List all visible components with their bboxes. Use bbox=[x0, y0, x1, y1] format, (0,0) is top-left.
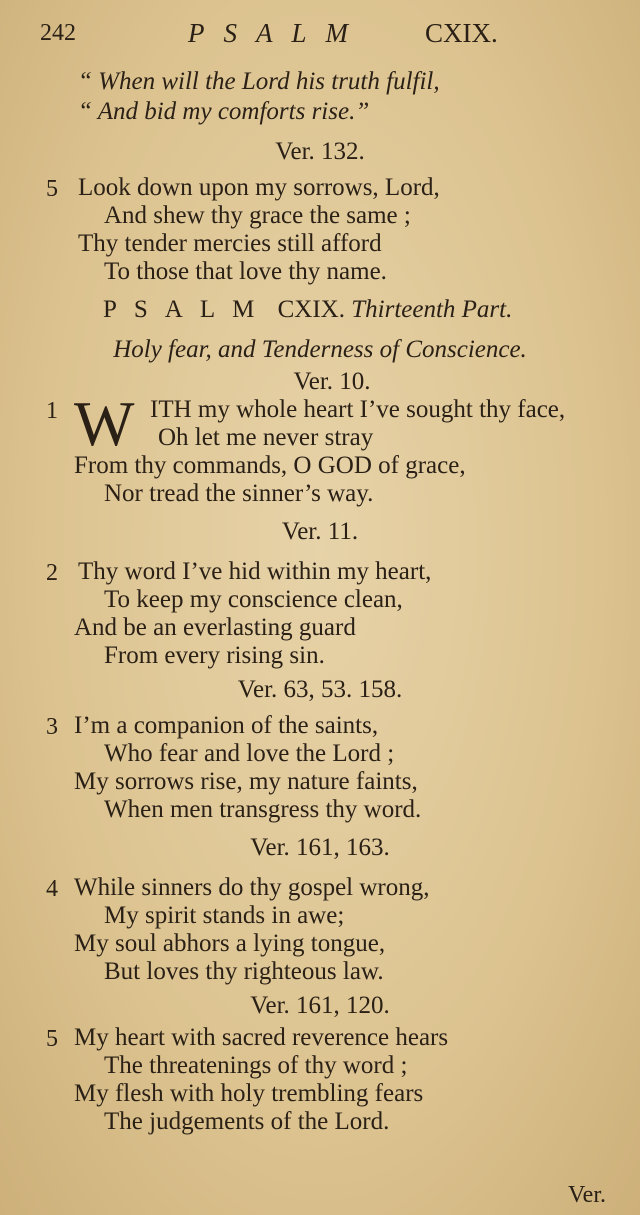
part-title: Thirteenth Part. bbox=[351, 296, 513, 323]
stanza-line: The judgements of the Lord. bbox=[104, 1108, 390, 1135]
stanza-line: When men transgress thy word. bbox=[104, 796, 422, 823]
stanza-line: My soul abhors a lying tongue, bbox=[74, 930, 386, 957]
stanza-line: And be an everlasting guard bbox=[74, 614, 356, 641]
verse-ref: Ver. 63, 53. 158. bbox=[237, 676, 403, 703]
part-heading bbox=[103, 296, 512, 324]
stanza-line: My sorrows rise, my nature faints, bbox=[74, 768, 418, 795]
stanza-number: 1 bbox=[46, 398, 58, 424]
stanza-line: From every rising sin. bbox=[104, 642, 325, 669]
part-psalm: PSALM bbox=[103, 296, 272, 323]
stanza-line: While sinners do thy gospel wrong, bbox=[74, 874, 430, 901]
verse-ref-132: Ver. 132. bbox=[275, 138, 365, 165]
verse-ref: Ver. 11. bbox=[281, 518, 359, 545]
stanza-line: Oh let me never stray bbox=[158, 424, 374, 451]
stanza-line: But loves thy righteous law. bbox=[104, 958, 384, 985]
stanza-number: 4 bbox=[46, 876, 58, 902]
stanza-line: Look down upon my sorrows, Lord, bbox=[78, 174, 440, 201]
page-number: 242 bbox=[40, 20, 76, 46]
verse-ref: Ver. 10. bbox=[293, 368, 371, 395]
stanza-number: 5 bbox=[46, 176, 58, 202]
stanza-line: Nor tread the sinner’s way. bbox=[104, 480, 374, 507]
running-title: PSALM bbox=[188, 18, 367, 48]
stanza-line: Thy word I’ve hid within my heart, bbox=[78, 558, 432, 585]
running-number: CXIX. bbox=[425, 18, 498, 48]
stanza-line: My heart with sacred reverence hears bbox=[74, 1024, 449, 1051]
drop-cap: W bbox=[74, 388, 135, 459]
part-number: CXIX. bbox=[277, 296, 345, 323]
stanza-number: 3 bbox=[46, 714, 58, 740]
stanza-line: ITH my whole heart I’ve sought thy face, bbox=[150, 396, 566, 423]
part-subtitle: Holy fear, and Tenderness of Conscience. bbox=[113, 336, 527, 363]
catchword: Ver. bbox=[568, 1182, 606, 1208]
stanza-line: And shew thy grace the same ; bbox=[104, 202, 411, 229]
verse-ref: Ver. 161, 120. bbox=[250, 992, 390, 1019]
stanza-line: From thy commands, O GOD of grace, bbox=[74, 452, 466, 479]
stanza-line: My flesh with holy trembling fears bbox=[74, 1080, 424, 1107]
stanza-line: Thy tender mercies still afford bbox=[78, 230, 382, 257]
quote-line-1: “ When will the Lord his truth fulfil, bbox=[78, 68, 440, 95]
verse-ref: Ver. 161, 163. bbox=[250, 834, 390, 861]
stanza-line: To keep my conscience clean, bbox=[104, 586, 403, 613]
stanza-number: 5 bbox=[46, 1026, 58, 1052]
stanza-line: To those that love thy name. bbox=[104, 258, 387, 285]
stanza-line: I’m a companion of the saints, bbox=[74, 712, 379, 739]
quote-line-2: “ And bid my comforts rise.” bbox=[78, 98, 370, 125]
stanza-line: Who fear and love the Lord ; bbox=[104, 740, 395, 767]
stanza-number: 2 bbox=[46, 560, 58, 586]
stanza-line: The threatenings of thy word ; bbox=[104, 1052, 408, 1079]
stanza-line: My spirit stands in awe; bbox=[104, 902, 345, 929]
